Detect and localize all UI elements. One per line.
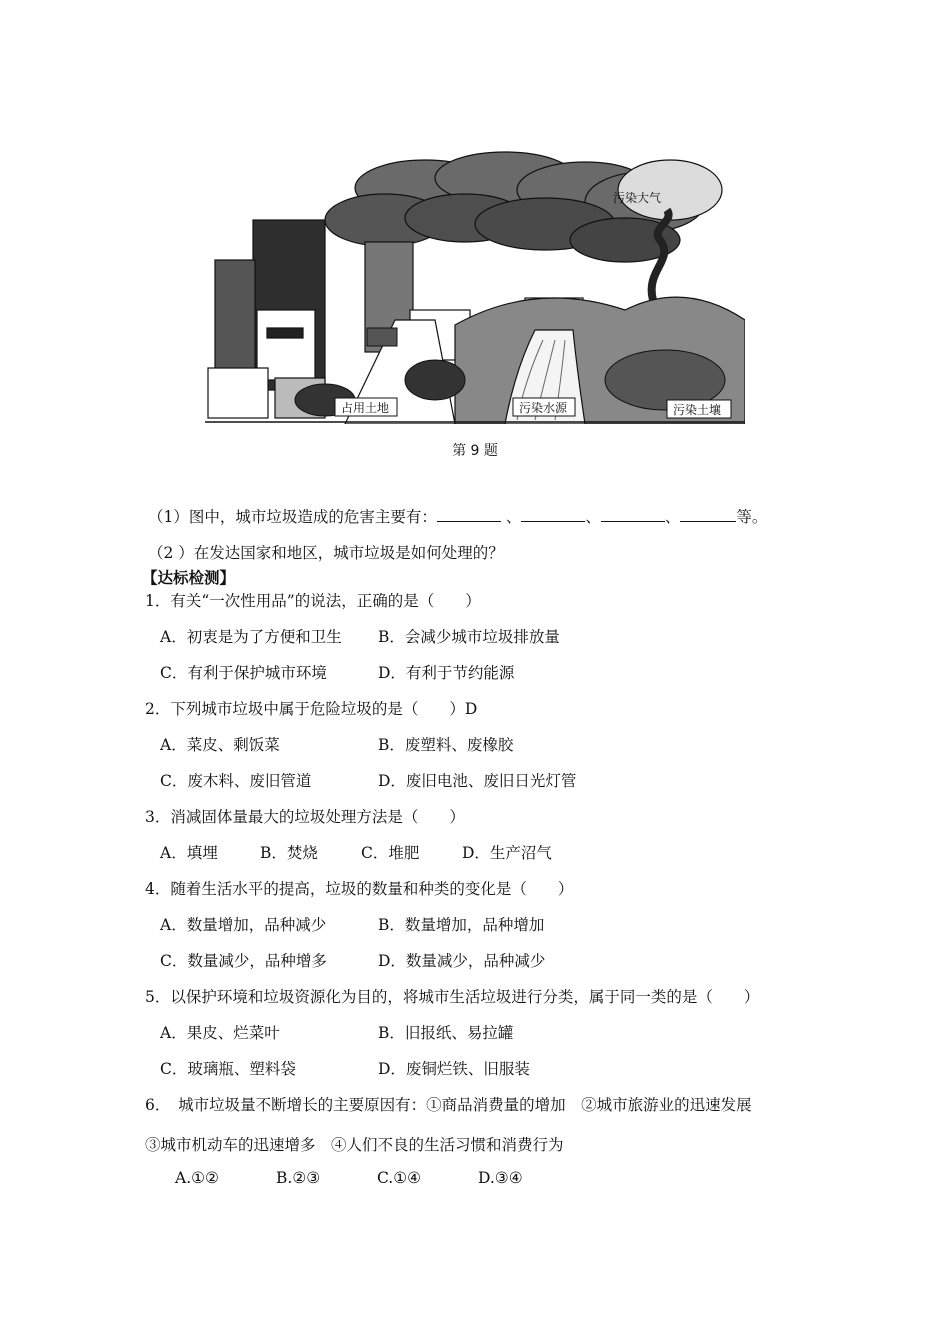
answer-blank-4[interactable] [680, 509, 736, 522]
question-3-stem: 3．消减固体量最大的垃圾处理方法是（ ） [145, 808, 465, 826]
label-water: 污染水源 [519, 401, 568, 415]
q9-part1-prefix: （1）图中，城市垃圾造成的危害主要有： [148, 508, 437, 526]
city-garbage-drawing [205, 150, 745, 424]
q5-option-b[interactable]: B．旧报纸、易拉罐 [378, 1024, 514, 1042]
q9-suffix: 等。 [736, 508, 768, 526]
separator: 、 [585, 508, 601, 526]
q5-option-c[interactable]: C．玻璃瓶、塑料袋 [160, 1060, 296, 1078]
q1-option-b[interactable]: B．会减少城市垃圾排放量 [378, 628, 560, 646]
question-4-stem: 4．随着生活水平的提高，垃圾的数量和种类的变化是（ ） [145, 880, 574, 898]
question-5-stem: 5．以保护环境和垃圾资源化为目的，将城市生活垃圾进行分类，属于同一类的是（ ） [145, 988, 760, 1006]
q2-option-d[interactable]: D．废旧电池、废旧日光灯管 [378, 772, 577, 790]
label-soil: 污染土壤 [673, 403, 722, 417]
separator: 、 [664, 508, 681, 526]
question-6-stem-continued: ③城市机动车的迅速增多 ④人们不良的生活习惯和消费行为 [145, 1136, 564, 1154]
question-6-stem: 6． 城市垃圾量不断增长的主要原因有：①商品消费量的增加 ②城市旅游业的迅速发展 [145, 1096, 752, 1114]
q6-option-d[interactable]: D.③④ [478, 1169, 523, 1187]
q3-option-a[interactable]: A．填埋 [160, 844, 218, 862]
q6-option-b[interactable]: B.②③ [276, 1169, 321, 1187]
answer-blank-1[interactable] [437, 509, 501, 522]
q1-option-c[interactable]: C．有利于保护城市环境 [160, 664, 327, 682]
q1-option-d[interactable]: D．有利于节约能源 [378, 664, 515, 682]
car [367, 328, 397, 346]
q5-option-d[interactable]: D．废铜烂铁、旧服装 [378, 1060, 530, 1078]
q9-part1 [148, 505, 767, 527]
q4-option-c[interactable]: C．数量减少，品种增多 [160, 952, 327, 970]
label-land: 占用土地 [341, 401, 390, 415]
q3-option-d[interactable]: D．生产沼气 [462, 844, 552, 862]
q6-option-a[interactable]: A.①② [175, 1169, 219, 1187]
question-2-stem: 2．下列城市垃圾中属于危险垃圾的是（ ）D [145, 700, 478, 718]
label-air: 污染大气 [613, 191, 662, 205]
q2-option-b[interactable]: B．废塑料、废橡胶 [378, 736, 514, 754]
q2-option-a[interactable]: A．菜皮、剩饭菜 [160, 736, 280, 754]
q5-option-a[interactable]: A．果皮、烂菜叶 [160, 1024, 280, 1042]
q4-option-a[interactable]: A．数量增加，品种减少 [160, 916, 327, 934]
figure-caption: 第 9 题 [452, 443, 498, 459]
answer-blank-3[interactable] [601, 509, 665, 522]
q6-option-c[interactable]: C.①④ [377, 1169, 422, 1187]
answer-blank-2[interactable] [521, 509, 585, 522]
q3-option-b[interactable]: B．焚烧 [260, 844, 318, 862]
q1-option-a[interactable]: A．初衷是为了方便和卫生 [160, 628, 342, 646]
question-1-stem: 1．有关“一次性用品”的说法，正确的是（ ） [145, 592, 481, 610]
pollution-illustration [205, 150, 745, 424]
separator: 、 [505, 508, 522, 526]
q9-part2: （2 ）在发达国家和地区，城市垃圾是如何处理的？ [148, 544, 504, 562]
q4-option-b[interactable]: B．数量增加，品种增加 [378, 916, 545, 934]
q4-option-d[interactable]: D．数量减少，品种减少 [378, 952, 546, 970]
section-title: 【达标检测】 [142, 569, 236, 587]
q3-option-c[interactable]: C．堆肥 [361, 844, 420, 862]
q2-option-c[interactable]: C．废木料、废旧管道 [160, 772, 312, 790]
